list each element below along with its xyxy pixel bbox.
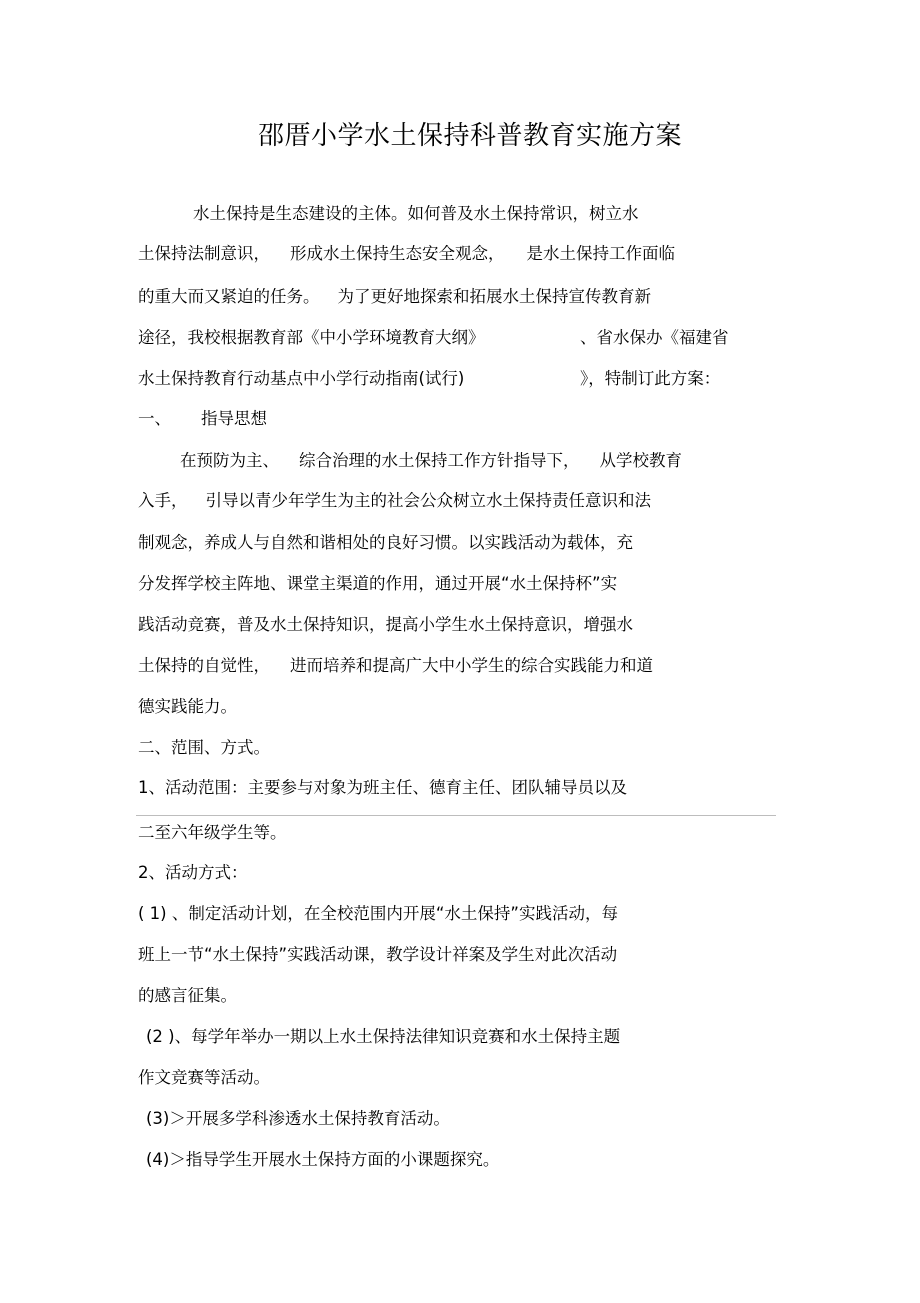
- item4-line: (4)＞指导学生开展水土保持方面的小课题探究。: [146, 1150, 500, 1169]
- section1-line-3: 制观念，养成人与自然和谐相处的良好习惯。以实践活动为载体，充: [138, 533, 633, 552]
- item1-line-2: 班上一节“水土保持”实践活动课，教学设计祥案及学生对此次活动: [138, 945, 618, 964]
- intro-line-1: 水土保持是生态建设的主体。如何普及水土保持常识，树立水: [193, 204, 639, 223]
- method-heading: 2、活动方式：: [138, 863, 248, 882]
- page-divider-line: [136, 815, 776, 816]
- section1-line-6-part-1: 土保持的自觉性，: [138, 656, 270, 675]
- section1-line-1: [180, 448, 682, 474]
- intro-line-2-part-3: 是水土保持工作面临: [526, 244, 675, 263]
- section1-line-4: 分发挥学校主阵地、课堂主渠道的作用，通过开展“水土保持杯”实: [138, 574, 618, 593]
- section1-line-5: 践活动竞赛，普及水土保持知识，提高小学生水土保持意识，增强水: [138, 615, 633, 634]
- section1-line-6: [138, 653, 653, 679]
- intro-line-3: [138, 284, 651, 310]
- scope-line-2: 二至六年级学生等。: [138, 823, 287, 842]
- intro-line-5: 水土保持教育行动基点中小学行动指南(试行): [138, 369, 465, 388]
- document-title: 邵厝小学水土保持科普教育实施方案: [258, 121, 683, 151]
- section2-heading: 二、范围、方式。: [138, 738, 270, 757]
- intro-line-3-part-1: 的重大而又紧迫的任务。: [138, 287, 320, 306]
- section1-line-2-part-2: 引导以青少年学生为主的社会公众树立水土保持责任意识和法: [205, 491, 651, 510]
- item1-line-3: 的感言征集。: [138, 986, 237, 1005]
- intro-line-2-part-1: 土保持法制意识，: [138, 244, 270, 263]
- section1-line-2-part-1: 入手，: [138, 491, 188, 510]
- section1-line-1-part-1: 在预防为主、: [180, 451, 279, 470]
- section1-line-2: [138, 488, 651, 514]
- intro-line-5-right: 》，特制订此方案：: [580, 369, 721, 388]
- item2-line-2: 作文竞赛等活动。: [138, 1068, 270, 1087]
- item2-line-1: (2 )、每学年举办一期以上水土保持法律知识竞赛和水土保持主题: [146, 1027, 621, 1046]
- intro-line-4: [138, 325, 485, 351]
- section1-heading: [138, 406, 267, 432]
- intro-line-4-right: 、省水保办《福建省: [580, 328, 729, 347]
- section1-line-6-part-2: 进而培养和提高广大中小学生的综合实践能力和道: [290, 656, 653, 675]
- section1-line-7: 德实践能力。: [138, 697, 237, 716]
- scope-line-1: 1、活动范围：主要参与对象为班主任、德育主任、团队辅导员以及: [138, 778, 627, 797]
- item1-line-1: ( 1) 、制定活动计划，在全校范围内开展“水土保持”实践活动，每: [138, 904, 618, 923]
- section1-line-1-part-2: 综合治理的水土保持工作方针指导下，: [299, 451, 580, 470]
- intro-line-4-part-1: 途径，我校根据教育部《中小学环境教育大纲》: [138, 328, 485, 347]
- intro-line-2-part-2: 形成水土保持生态安全观念，: [290, 244, 505, 263]
- section1-line-1-part-3: 从学校教育: [599, 451, 682, 470]
- intro-line-3-part-2: 为了更好地探索和拓展水土保持宣传教育新: [337, 287, 651, 306]
- intro-line-2: [138, 241, 675, 267]
- section1-heading-text: 指导思想: [201, 409, 267, 428]
- section1-heading-number: 一、: [138, 409, 171, 428]
- item3-line: (3)＞开展多学科渗透水土保持教育活动。: [146, 1109, 450, 1128]
